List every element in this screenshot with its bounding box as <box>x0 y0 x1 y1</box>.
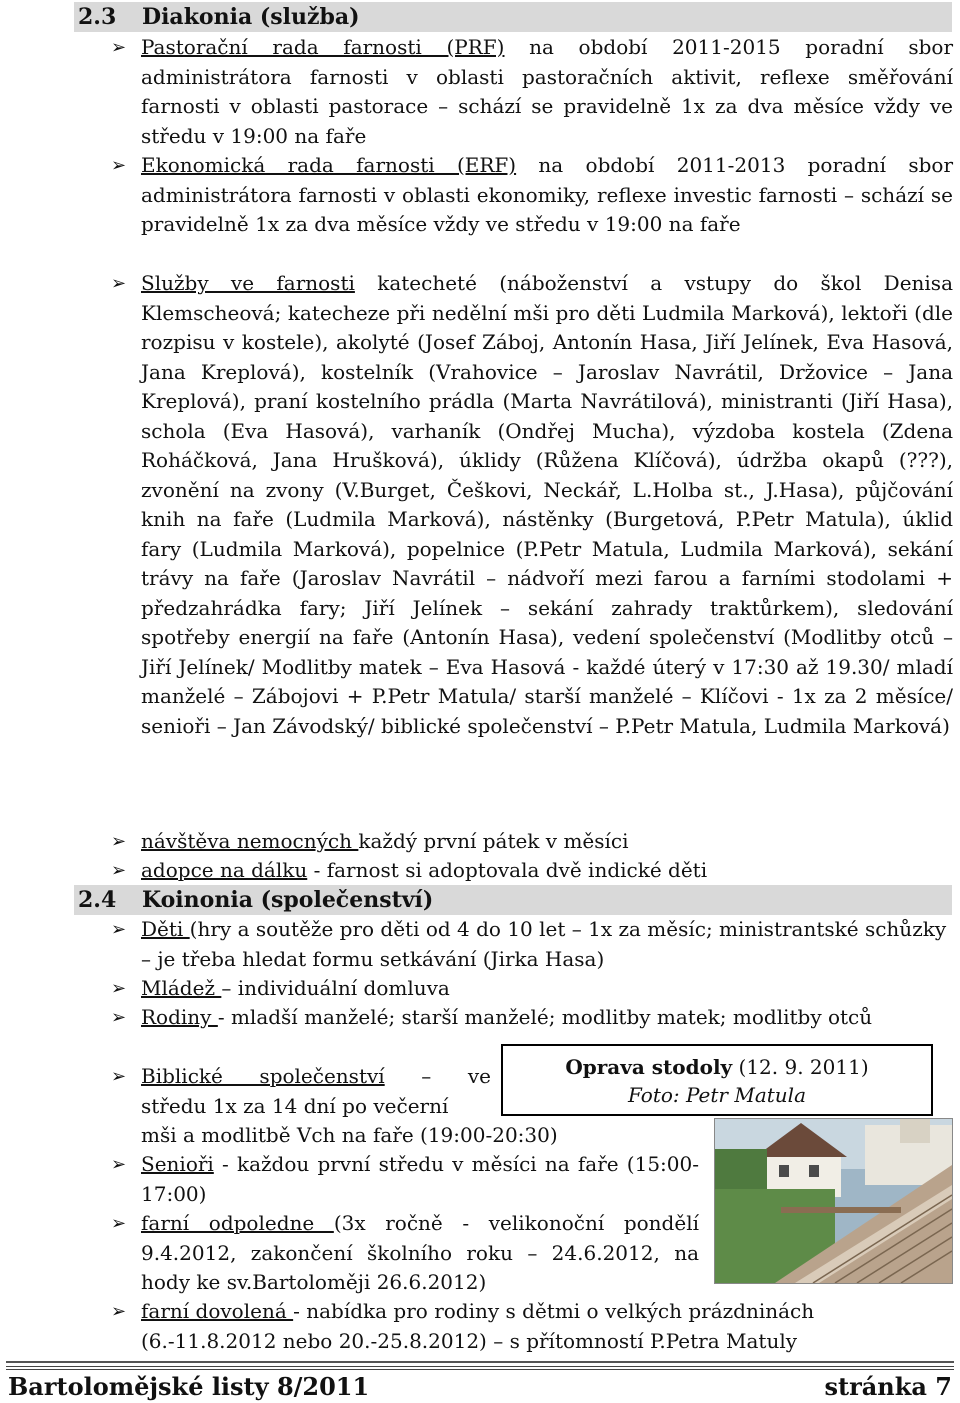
publication-title: Bartolomějské listy 8/2011 <box>8 1372 370 1401</box>
arrowhead-bullet-icon: ➢ <box>111 37 127 58</box>
item-link[interactable]: Pastorační rada farnosti (PRF) <box>141 35 505 59</box>
page-footer <box>8 1372 952 1402</box>
item-text: - nabídka pro rodiny s dětmi o velkých prázdninách (6.-11.8.2012 nebo 20.-25.8.2012) – s přítomností P.Petra Matuly <box>141 1299 815 1353</box>
item-link[interactable]: Ekonomická rada farnosti (ERF) <box>141 153 517 177</box>
section-title: Diakonia (služba) <box>142 4 360 30</box>
section-number: 2.3 <box>78 4 117 30</box>
arrowhead-bullet-icon: ➢ <box>111 1213 127 1234</box>
item-text-line2: středu 1x za 14 dní po večerní <box>141 1093 449 1118</box>
item-link[interactable]: adopce na dálku <box>141 858 308 882</box>
item-text: - farnost si adoptovala dvě indické děti <box>307 858 708 882</box>
arrowhead-bullet-icon: ➢ <box>111 1066 127 1087</box>
item-text: – ve <box>384 1064 491 1088</box>
list-item-rodiny <box>111 1003 953 1033</box>
arrowhead-bullet-icon: ➢ <box>111 1301 127 1322</box>
list-item-seniori <box>111 1150 699 1209</box>
list-item-dovolena <box>111 1297 953 1356</box>
list-item-navsteva <box>111 827 953 857</box>
item-text-line3: mši a modlitbě Vch na faře (19:00-20:30) <box>141 1123 558 1147</box>
section-heading-koinonia <box>74 885 952 915</box>
item-text: – individuální domluva <box>221 976 450 1000</box>
item-text: (3x ročně - velikonoční pondělí 9.4.2012, zakončení školního roku – 24.6.2012, na hody ke sv.Bartoloměji 26.6.2012) <box>141 1211 699 1294</box>
page-number: stránka 7 <box>824 1372 952 1401</box>
caption-title: Oprava stodoly <box>565 1055 733 1079</box>
barn-repair-photo <box>714 1118 953 1284</box>
item-link[interactable]: farní dovolená <box>141 1299 294 1323</box>
arrowhead-bullet-icon: ➢ <box>111 155 127 176</box>
item-link[interactable]: Služby ve farnosti <box>141 271 355 295</box>
arrowhead-bullet-icon: ➢ <box>111 273 127 294</box>
barn-repair-photo-graphic <box>715 1119 952 1283</box>
list-item-prf <box>111 33 954 151</box>
arrowhead-bullet-icon: ➢ <box>111 1007 127 1028</box>
item-text: (hry a soutěže pro děti od 4 do 10 let – 1x za měsíc; ministrantské schůzky – je třeba hledat formu setkávání (Jirka Hasa) <box>141 917 947 971</box>
item-text: - každou první středu v měsíci na faře (15:00-17:00) <box>141 1152 699 1206</box>
section-heading-diakonia <box>74 2 952 32</box>
item-text: - mladší manželé; starší manželé; modlitby matek; modlitby otců <box>217 1005 873 1029</box>
arrowhead-bullet-icon: ➢ <box>111 860 127 881</box>
list-item-mladez <box>111 974 953 1004</box>
item-text: každý první pátek v měsíci <box>358 829 629 853</box>
arrowhead-bullet-icon: ➢ <box>111 831 127 852</box>
arrowhead-bullet-icon: ➢ <box>111 919 127 940</box>
item-text: katecheté (náboženství a vstupy do škol Denisa Klemscheová; katecheze při nedělní mši pro děti Ludmila Marková), lektoři (dle rozpisu v kostele), akolyté (Josef Záboj, Antonín Hasa, Jiří Jelínek, Eva Hasová, Jana Kreplová), kostelník (Vrahovice – Jaroslav Navrátil, Držovice – Jana Kreplová), praní kostelního prádla (Marta Navrátilová), ministranti (Jiří Hasa), schola (Eva Hasová), varhaník (Ondřej Mucha), výzdoba kostela (Zdena Roháčková, Jana Hrušková), úklidy (Růžena Klíčová), údržba okapů (???), zvonění na zvony (V.Burget, Češkovi, Neckář, L.Holba st., J.Hasa), půjčování knih na faře (Ludmila Marková), nástěnky (Burgetová, P.Petr Matula), úklid fary (Ludmila Marková), popelnice (P.Petr Matula, Ludmila Marková), sekání trávy na faře (Jaroslav Navrátil – nádvoří mezi farou a farními stodolami + předzahrádka fary; Jiří Jelínek – sekání zahrady traktůrkem), sledování spotřeby energií na faře (Antonín Hasa), vedení společenství (Modlitby otců – Jiří Jelínek/ Modlitby matek – Eva Hasová - každé úterý v 17:30 až 19.30/ mladí manželé – Zábojovi + P.Petr Matula/ starší manželé – Klíčovi - 1x za 2 měsíce/ senioři – Jan Závodský/ biblické společenství – P.Petr Matula, Ludmila Marková) <box>141 271 953 738</box>
item-link[interactable]: návštěva nemocných <box>141 829 359 853</box>
list-item-biblicke-cont <box>141 1121 701 1151</box>
footer-divider <box>6 1361 954 1363</box>
photo-caption <box>501 1044 933 1116</box>
item-text: na období 2011-2013 poradní sbor administrátora farnosti v oblasti ekonomiky, reflexe investic farnosti – schází se pravidelně 1x za dva měsíce vždy ve středu v 19:00 na faře <box>141 153 953 236</box>
item-link[interactable]: farní odpoledne <box>141 1211 334 1235</box>
section-number: 2.4 <box>78 887 117 913</box>
list-item-deti <box>111 915 953 974</box>
item-link[interactable]: Senioři <box>141 1152 214 1176</box>
arrowhead-bullet-icon: ➢ <box>111 978 127 999</box>
item-text: na období 2011-2015 poradní sbor administrátora farnosti v oblasti pastoračních aktivit, reflexe směřování farnosti v oblasti pastorace – schází se pravidelně 1x za dva měsíce vždy ve středu v 19:00 na faře <box>141 35 954 148</box>
list-item-sluzby <box>111 269 953 741</box>
section-title: Koinonia (společenství) <box>142 887 434 913</box>
list-item-biblicke <box>111 1062 491 1121</box>
item-link[interactable]: Děti <box>141 917 190 941</box>
caption-credit: Foto: Petr Matula <box>628 1083 806 1107</box>
list-item-adopce <box>111 856 953 886</box>
list-item-odpoledne <box>111 1209 699 1298</box>
caption-date: (12. 9. 2011) <box>732 1055 869 1079</box>
item-link[interactable]: Rodiny <box>141 1005 218 1029</box>
item-link[interactable]: Biblické společenství <box>141 1064 385 1088</box>
list-item-erf <box>111 151 953 240</box>
arrowhead-bullet-icon: ➢ <box>111 1154 127 1175</box>
item-link[interactable]: Mládež <box>141 976 222 1000</box>
